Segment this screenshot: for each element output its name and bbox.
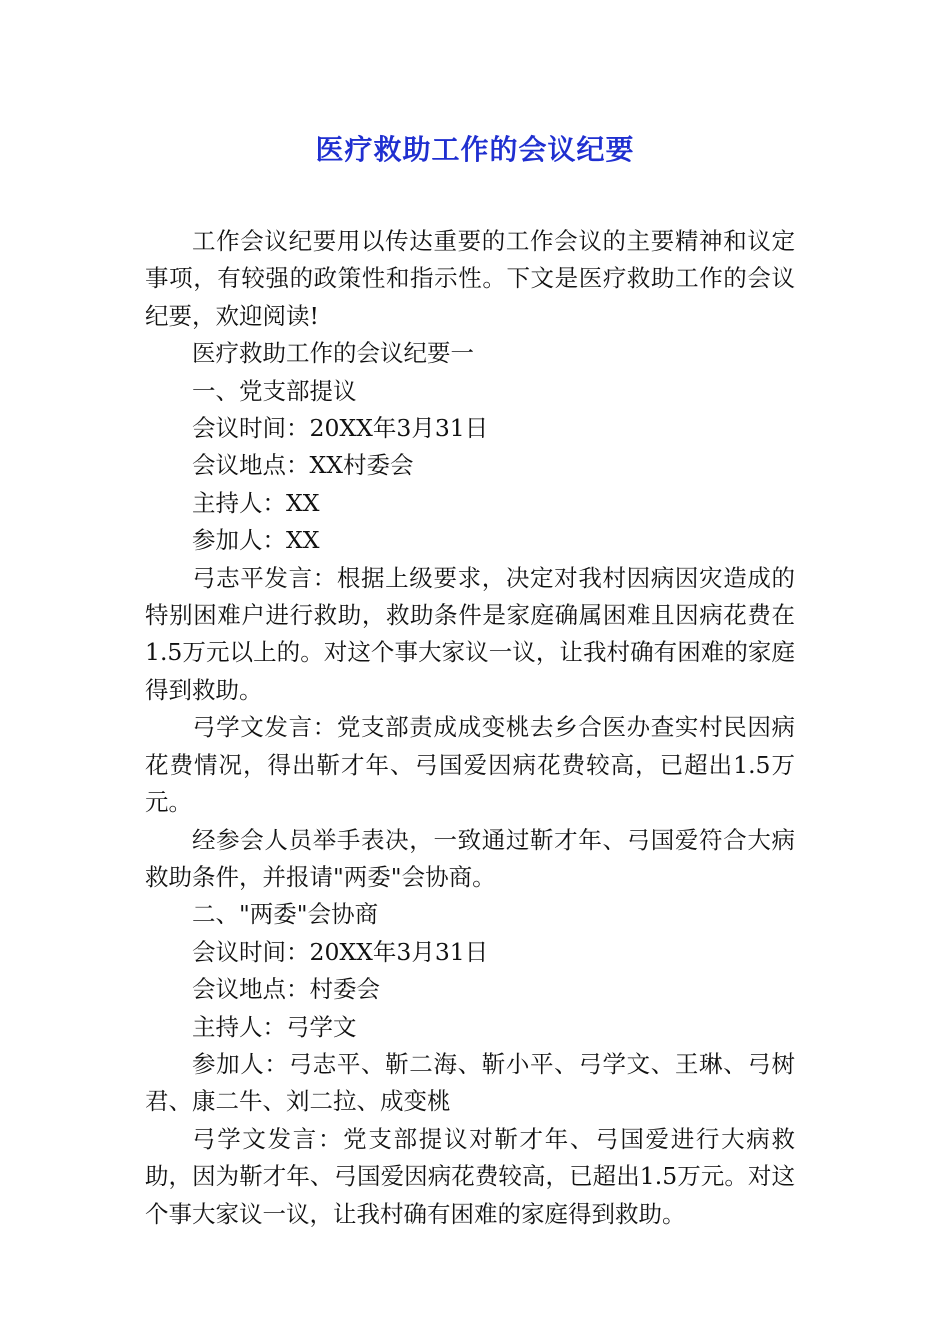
paragraph-host-1: 主持人：XX	[192, 488, 320, 517]
paragraph-speech-2: 弓学文发言：党支部责成成变桃去乡合医办查实村民因病花费情况，得出靳才年、弓国爱因病花费较高，已超出1.5万元。	[145, 713, 795, 817]
paragraph-speech-3: 弓学文发言：党支部提议对靳才年、弓国爱进行大病救助，因为靳才年、弓国爱因病花费较高，已超出1.5万元。对这个事大家议一议，让我村确有困难的家庭得到救助。	[145, 1124, 795, 1228]
paragraph-meeting-time-2: 会议时间：20XX年3月31日	[192, 937, 489, 966]
paragraph-part-two-heading: 二、"两委"会协商	[192, 900, 379, 929]
paragraph-part-one-heading: 一、党支部提议	[192, 376, 357, 405]
paragraph-meeting-place-1: 会议地点：XX村委会	[192, 451, 414, 480]
paragraph-meeting-time-1: 会议时间：20XX年3月31日	[192, 414, 489, 443]
paragraph-intro: 工作会议纪要用以传达重要的工作会议的主要精神和议定事项，有较强的政策性和指示性。下文是医疗救助工作的会议纪要，欢迎阅读!	[145, 227, 795, 330]
paragraph-meeting-place-2: 会议地点：村委会	[192, 975, 380, 1004]
paragraph-section-heading: 医疗救助工作的会议纪要一	[192, 339, 474, 368]
paragraph-attendees-2: 参加人：弓志平、靳二海、靳小平、弓学文、王琳、弓树君、康二牛、刘二拉、成变桃	[145, 1049, 795, 1116]
paragraph-host-2: 主持人：弓学文	[192, 1012, 357, 1041]
document-title: 医疗救助工作的会议纪要	[315, 133, 635, 166]
paragraph-attendees-1: 参加人：XX	[192, 526, 320, 555]
paragraph-speech-1: 弓志平发言：根据上级要求，决定对我村因病因灾造成的特别困难户进行救助，救助条件是家庭确属困难且因病花费在1.5万元以上的。对这个事大家议一议，让我村确有困难的家庭得到救助。	[145, 563, 795, 704]
document-body	[145, 223, 795, 1233]
paragraph-vote: 经参会人员举手表决，一致通过靳才年、弓国爱符合大病救助条件，并报请"两委"会协商。	[145, 825, 795, 891]
